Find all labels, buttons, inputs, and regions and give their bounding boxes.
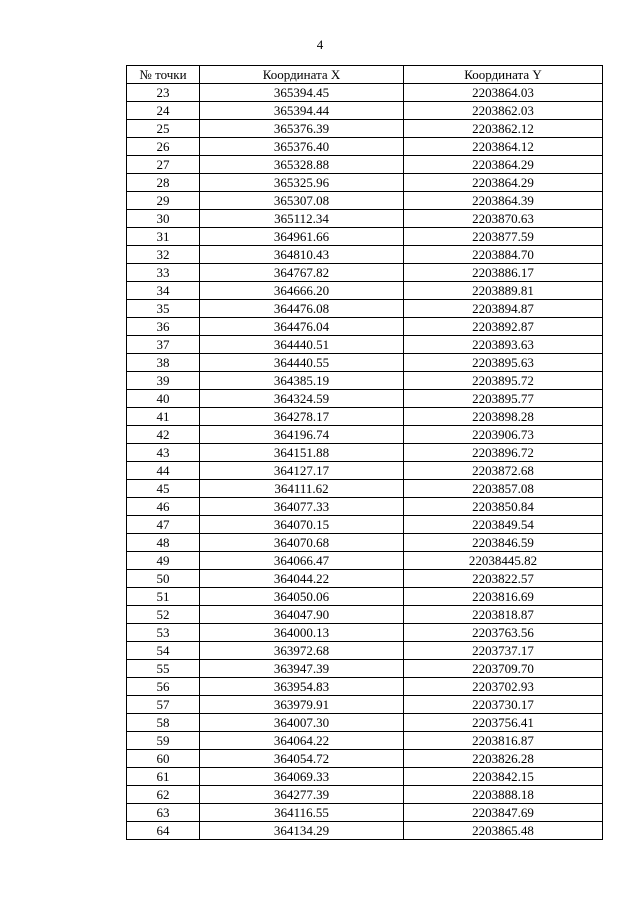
point-number-cell: 28 xyxy=(127,174,200,192)
coordinate-x-cell: 364047.90 xyxy=(200,606,404,624)
coordinate-y-cell: 2203847.69 xyxy=(404,804,603,822)
coordinate-y-cell: 2203822.57 xyxy=(404,570,603,588)
table-row xyxy=(127,84,603,102)
coordinate-x-cell: 364111.62 xyxy=(200,480,404,498)
point-number-cell: 51 xyxy=(127,588,200,606)
coordinate-x-cell: 364476.04 xyxy=(200,318,404,336)
point-number-cell: 26 xyxy=(127,138,200,156)
table-row xyxy=(127,120,603,138)
table-row xyxy=(127,750,603,768)
point-number-cell: 25 xyxy=(127,120,200,138)
point-number-cell: 62 xyxy=(127,786,200,804)
page-number: 4 xyxy=(316,37,324,52)
table-row xyxy=(127,768,603,786)
point-number-cell: 31 xyxy=(127,228,200,246)
point-number-cell: 39 xyxy=(127,372,200,390)
coordinate-x-cell: 364070.15 xyxy=(200,516,404,534)
point-number-cell: 30 xyxy=(127,210,200,228)
table-row xyxy=(127,516,603,534)
coordinate-y-cell: 2203709.70 xyxy=(404,660,603,678)
point-number-cell: 54 xyxy=(127,642,200,660)
table-row xyxy=(127,570,603,588)
coordinate-y-cell: 2203895.77 xyxy=(404,390,603,408)
table-row xyxy=(127,300,603,318)
coordinate-x-cell: 363954.83 xyxy=(200,678,404,696)
table-row xyxy=(127,138,603,156)
coordinate-x-cell: 365112.34 xyxy=(200,210,404,228)
coordinate-x-cell: 364069.33 xyxy=(200,768,404,786)
table-row xyxy=(127,228,603,246)
coordinate-y-cell: 2203864.12 xyxy=(404,138,603,156)
table-row xyxy=(127,426,603,444)
coordinate-x-cell: 364007.30 xyxy=(200,714,404,732)
point-number-cell: 50 xyxy=(127,570,200,588)
point-number-cell: 59 xyxy=(127,732,200,750)
table-header-row xyxy=(127,66,603,84)
table-row xyxy=(127,462,603,480)
coordinate-x-cell: 364277.39 xyxy=(200,786,404,804)
coordinate-x-cell: 364961.66 xyxy=(200,228,404,246)
table-row xyxy=(127,696,603,714)
coordinate-x-cell: 364050.06 xyxy=(200,588,404,606)
coordinate-x-cell: 363972.68 xyxy=(200,642,404,660)
table-row xyxy=(127,282,603,300)
table-row xyxy=(127,804,603,822)
coordinate-y-cell: 2203886.17 xyxy=(404,264,603,282)
coordinate-y-cell: 2203850.84 xyxy=(404,498,603,516)
header-coordinate-y: Координата Y xyxy=(404,66,603,84)
coordinate-y-cell: 2203864.29 xyxy=(404,174,603,192)
point-number-cell: 55 xyxy=(127,660,200,678)
point-number-cell: 43 xyxy=(127,444,200,462)
point-number-cell: 44 xyxy=(127,462,200,480)
coordinates-table xyxy=(126,65,603,840)
coordinate-y-cell: 2203737.17 xyxy=(404,642,603,660)
point-number-cell: 40 xyxy=(127,390,200,408)
table-row xyxy=(127,318,603,336)
coordinate-y-cell: 2203818.87 xyxy=(404,606,603,624)
coordinate-y-cell: 2203864.29 xyxy=(404,156,603,174)
point-number-cell: 34 xyxy=(127,282,200,300)
coordinate-x-cell: 364127.17 xyxy=(200,462,404,480)
header-coordinate-x: Координата X xyxy=(200,66,404,84)
coordinate-x-cell: 364440.51 xyxy=(200,336,404,354)
coordinate-y-cell: 2203862.12 xyxy=(404,120,603,138)
coordinate-x-cell: 363947.39 xyxy=(200,660,404,678)
table-row xyxy=(127,246,603,264)
coordinate-y-cell: 2203826.28 xyxy=(404,750,603,768)
coordinate-x-cell: 365307.08 xyxy=(200,192,404,210)
coordinate-x-cell: 365394.45 xyxy=(200,84,404,102)
table-row xyxy=(127,354,603,372)
coordinate-x-cell: 364000.13 xyxy=(200,624,404,642)
coordinate-x-cell: 364070.68 xyxy=(200,534,404,552)
point-number-cell: 24 xyxy=(127,102,200,120)
coordinate-y-cell: 2203816.69 xyxy=(404,588,603,606)
coordinate-y-cell: 2203842.15 xyxy=(404,768,603,786)
point-number-cell: 61 xyxy=(127,768,200,786)
coordinate-x-cell: 364116.55 xyxy=(200,804,404,822)
point-number-cell: 35 xyxy=(127,300,200,318)
table-row xyxy=(127,714,603,732)
coordinate-y-cell: 2203895.63 xyxy=(404,354,603,372)
coordinate-x-cell: 364134.29 xyxy=(200,822,404,840)
table-row xyxy=(127,678,603,696)
header-point-number: № точки xyxy=(127,66,200,84)
coordinate-y-cell: 2203864.39 xyxy=(404,192,603,210)
coordinate-x-cell: 364666.20 xyxy=(200,282,404,300)
point-number-cell: 45 xyxy=(127,480,200,498)
point-number-cell: 64 xyxy=(127,822,200,840)
coordinate-x-cell: 365325.96 xyxy=(200,174,404,192)
point-number-cell: 53 xyxy=(127,624,200,642)
point-number-cell: 38 xyxy=(127,354,200,372)
coordinate-y-cell: 2203870.63 xyxy=(404,210,603,228)
table-row xyxy=(127,210,603,228)
coordinate-y-cell: 2203872.68 xyxy=(404,462,603,480)
point-number-cell: 32 xyxy=(127,246,200,264)
coordinate-x-cell: 364476.08 xyxy=(200,300,404,318)
coordinate-y-cell: 2203877.59 xyxy=(404,228,603,246)
coordinate-y-cell: 2203702.93 xyxy=(404,678,603,696)
table-row xyxy=(127,660,603,678)
coordinate-y-cell: 22038445.82 xyxy=(404,552,603,570)
table-row xyxy=(127,606,603,624)
table-row xyxy=(127,498,603,516)
coordinate-y-cell: 2203865.48 xyxy=(404,822,603,840)
point-number-cell: 48 xyxy=(127,534,200,552)
point-number-cell: 58 xyxy=(127,714,200,732)
coordinate-y-cell: 2203816.87 xyxy=(404,732,603,750)
table-row xyxy=(127,534,603,552)
point-number-cell: 36 xyxy=(127,318,200,336)
point-number-cell: 49 xyxy=(127,552,200,570)
coordinate-y-cell: 2203884.70 xyxy=(404,246,603,264)
coordinate-x-cell: 365376.40 xyxy=(200,138,404,156)
coordinate-y-cell: 2203906.73 xyxy=(404,426,603,444)
point-number-cell: 57 xyxy=(127,696,200,714)
coordinate-y-cell: 2203894.87 xyxy=(404,300,603,318)
point-number-cell: 27 xyxy=(127,156,200,174)
coordinate-x-cell: 364810.43 xyxy=(200,246,404,264)
coordinate-y-cell: 2203895.72 xyxy=(404,372,603,390)
coordinate-x-cell: 364066.47 xyxy=(200,552,404,570)
table-row xyxy=(127,156,603,174)
table-row xyxy=(127,372,603,390)
point-number-cell: 46 xyxy=(127,498,200,516)
point-number-cell: 63 xyxy=(127,804,200,822)
table-row xyxy=(127,786,603,804)
table-row xyxy=(127,174,603,192)
coordinate-x-cell: 365328.88 xyxy=(200,156,404,174)
coordinate-y-cell: 2203756.41 xyxy=(404,714,603,732)
coordinate-y-cell: 2203862.03 xyxy=(404,102,603,120)
coordinate-x-cell: 364077.33 xyxy=(200,498,404,516)
point-number-cell: 60 xyxy=(127,750,200,768)
point-number-cell: 41 xyxy=(127,408,200,426)
table-row xyxy=(127,822,603,840)
coordinate-y-cell: 2203864.03 xyxy=(404,84,603,102)
table-row xyxy=(127,336,603,354)
point-number-cell: 29 xyxy=(127,192,200,210)
coordinate-y-cell: 2203896.72 xyxy=(404,444,603,462)
table-row xyxy=(127,552,603,570)
table-row xyxy=(127,480,603,498)
point-number-cell: 23 xyxy=(127,84,200,102)
coordinate-x-cell: 364196.74 xyxy=(200,426,404,444)
coordinate-y-cell: 2203893.63 xyxy=(404,336,603,354)
coordinate-y-cell: 2203889.81 xyxy=(404,282,603,300)
coordinate-x-cell: 364054.72 xyxy=(200,750,404,768)
coordinate-y-cell: 2203763.56 xyxy=(404,624,603,642)
point-number-cell: 47 xyxy=(127,516,200,534)
coordinate-y-cell: 2203898.28 xyxy=(404,408,603,426)
table-row xyxy=(127,588,603,606)
coordinate-x-cell: 364064.22 xyxy=(200,732,404,750)
coordinate-x-cell: 363979.91 xyxy=(200,696,404,714)
point-number-cell: 56 xyxy=(127,678,200,696)
point-number-cell: 52 xyxy=(127,606,200,624)
point-number-cell: 42 xyxy=(127,426,200,444)
coordinate-x-cell: 364767.82 xyxy=(200,264,404,282)
coordinate-y-cell: 2203846.59 xyxy=(404,534,603,552)
coordinate-y-cell: 2203857.08 xyxy=(404,480,603,498)
coordinate-y-cell: 2203849.54 xyxy=(404,516,603,534)
table-row xyxy=(127,408,603,426)
coordinate-x-cell: 364440.55 xyxy=(200,354,404,372)
table-row xyxy=(127,624,603,642)
table-body xyxy=(127,84,603,840)
coordinate-x-cell: 365394.44 xyxy=(200,102,404,120)
coordinate-x-cell: 364278.17 xyxy=(200,408,404,426)
table-row xyxy=(127,732,603,750)
coordinate-x-cell: 365376.39 xyxy=(200,120,404,138)
table-row xyxy=(127,642,603,660)
point-number-cell: 33 xyxy=(127,264,200,282)
table-row xyxy=(127,102,603,120)
coordinate-x-cell: 364324.59 xyxy=(200,390,404,408)
table-row xyxy=(127,192,603,210)
point-number-cell: 37 xyxy=(127,336,200,354)
coordinate-x-cell: 364044.22 xyxy=(200,570,404,588)
table-row xyxy=(127,390,603,408)
table-row xyxy=(127,264,603,282)
coordinate-y-cell: 2203730.17 xyxy=(404,696,603,714)
coordinate-x-cell: 364151.88 xyxy=(200,444,404,462)
coordinate-x-cell: 364385.19 xyxy=(200,372,404,390)
coordinate-y-cell: 2203888.18 xyxy=(404,786,603,804)
coordinate-y-cell: 2203892.87 xyxy=(404,318,603,336)
table-row xyxy=(127,444,603,462)
